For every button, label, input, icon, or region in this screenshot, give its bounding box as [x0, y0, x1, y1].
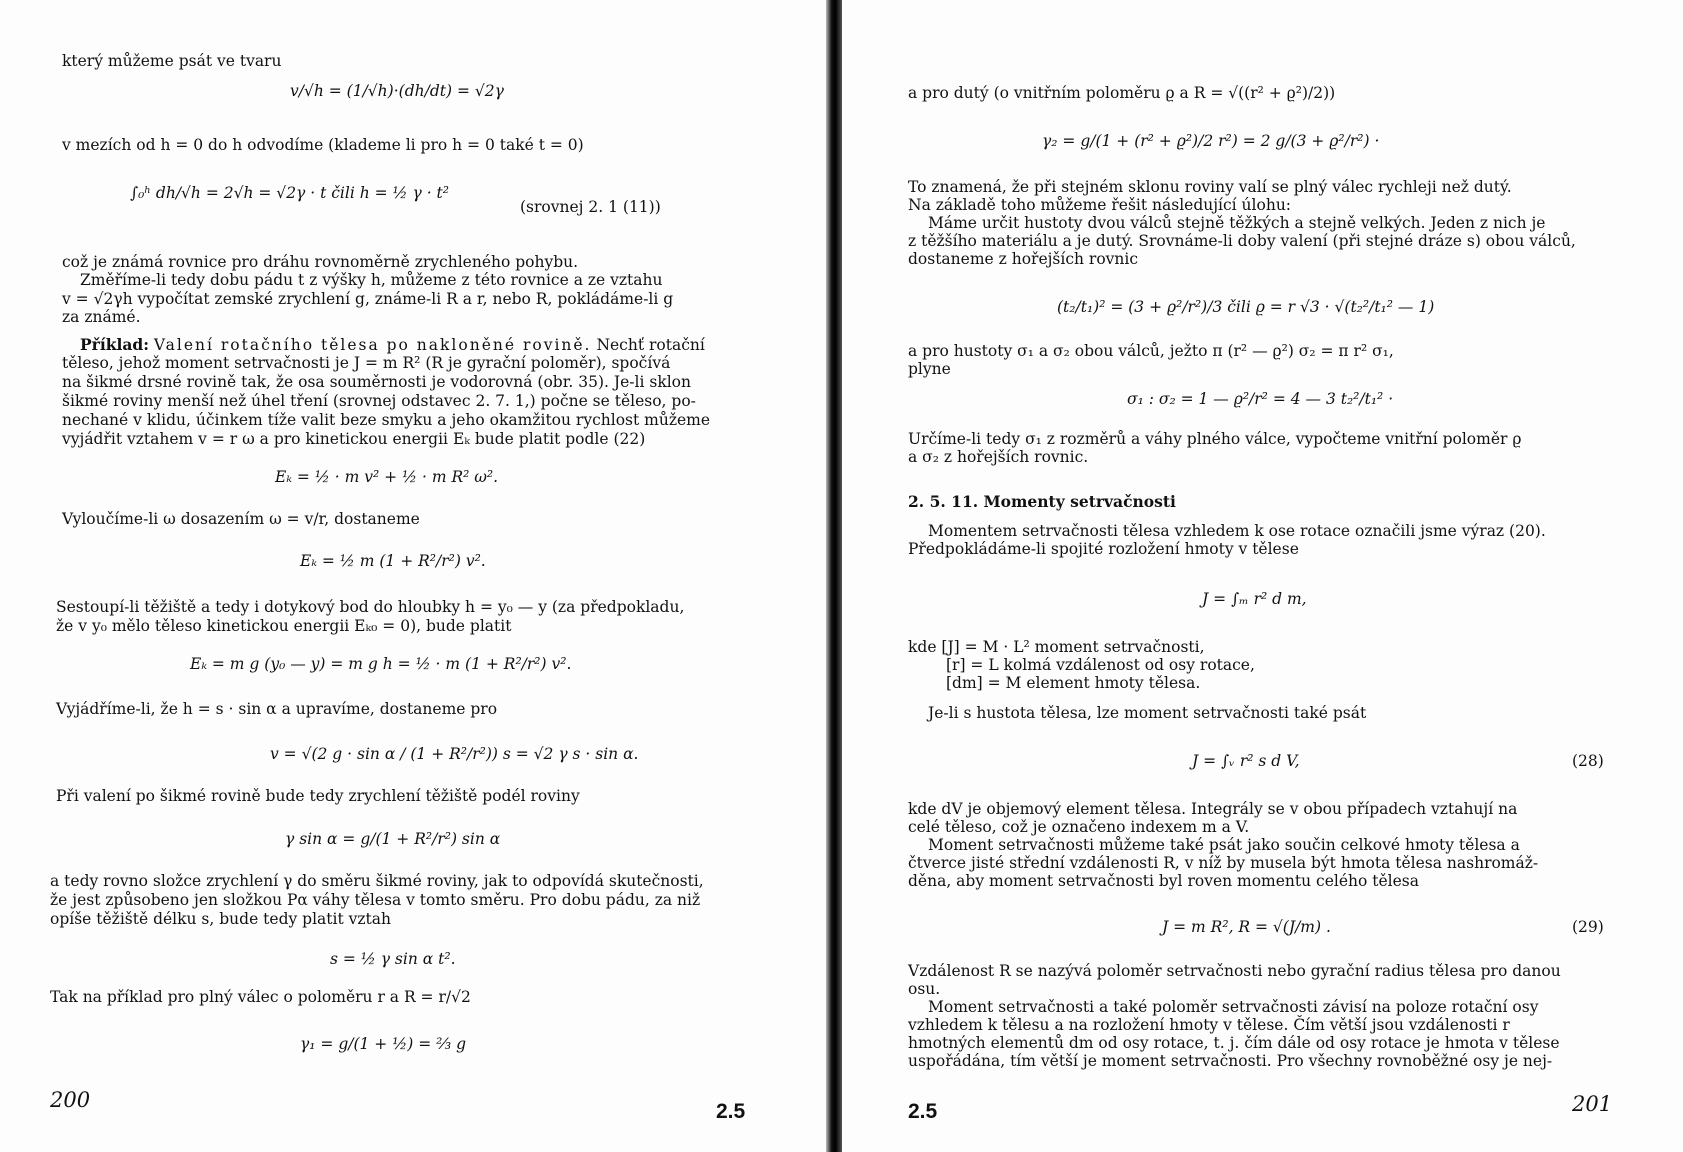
equation: J = ∫ₘ r² d m, — [1202, 590, 1307, 608]
text-line: za známé. — [62, 308, 141, 326]
text-line: Předpokládáme-li spojité rozložení hmoty v tělese — [908, 540, 1299, 558]
equation: Eₖ = ½ m (1 + R²/r²) v². — [300, 552, 486, 570]
text-line: v = √2γh vypočítat zemské zrychlení g, známe-li R a r, nebo R, pokládáme-li g — [62, 290, 674, 308]
text-line: vyjádřit vztahem v = r ω a pro kinetickou energii Eₖ bude platit podle (22) — [62, 430, 646, 448]
section-mark: 2.5 — [908, 1100, 938, 1123]
text-line: osu. — [908, 980, 941, 998]
text-line: opíše těžiště délku s, bude tedy platit vztah — [50, 910, 392, 928]
text-line: že v y₀ mělo těleso kinetickou energii Eₖ₀ = 0), bude platit — [56, 617, 512, 635]
equation: v/√h = (1/√h)·(dh/dt) = √2γ — [290, 82, 504, 100]
equation: v = √(2 g · sin α / (1 + R²/r²)) s = √2 γ s · sin α. — [270, 745, 639, 763]
text-line: nechané v klidu, účinkem tíže valit beze smyku a jeho okamžitou rychlost můžeme — [62, 411, 711, 429]
text-line: těleso, jehož moment setrvačnosti je J = m R² (R je gyrační poloměr), spočívá — [62, 354, 671, 372]
text-line: Moment setrvačnosti a také poloměr setrvačnosti závisí na poloze rotační osy — [928, 998, 1539, 1016]
text-line: děna, aby moment setrvačnosti byl roven momentu celého tělesa — [908, 872, 1420, 890]
right-page — [842, 0, 1683, 1152]
equation: γ₂ = g/(1 + (r² + ϱ²)/2 r²) = 2 g/(3 + ϱ²/r²) · — [1042, 132, 1380, 150]
text-line: že jest způsobeno jen složkou Pα váhy tělesa v tomto směru. Pro dobu pádu, za niž — [50, 891, 701, 909]
left-page — [0, 0, 826, 1152]
text-line: kde dV je objemový element tělesa. Integrály se v obou případech vztahují na — [908, 800, 1518, 818]
equation-number: (29) — [1572, 918, 1604, 936]
equation: σ₁ : σ₂ = 1 — ϱ²/r² = 4 — 3 t₂²/t₁² · — [1127, 390, 1394, 408]
section-heading: 2. 5. 11. Momenty setrvačnosti — [908, 492, 1176, 511]
text-line: v mezích od h = 0 do h odvodíme (klademe li pro h = 0 také t = 0) — [62, 136, 584, 154]
text-line: Změříme-li tedy dobu pádu t z výšky h, můžeme z této rovnice a ze vztahu — [80, 271, 663, 289]
example-heading — [80, 335, 705, 355]
reference: (srovnej 2. 1 (11)) — [520, 198, 661, 216]
text-line: Na základě toho můžeme řešit následující úlohu: — [908, 196, 1292, 214]
equation: s = ½ γ sin α t². — [330, 950, 456, 968]
text-line: To znamená, že při stejném sklonu roviny valí se plný válec rychleji než dutý. — [908, 178, 1512, 196]
section-mark: 2.5 — [716, 1100, 746, 1123]
text-line: čtverce jisté střední vzdálenosti R, v níž by musela být hmota tělesa nashromáž- — [908, 854, 1539, 872]
page-number: 200 — [50, 1088, 91, 1112]
text-line: Vyloučíme-li ω dosazením ω = v/r, dostaneme — [62, 510, 420, 528]
text-line: dostaneme z hořejších rovnic — [908, 250, 1139, 268]
equation: J = ∫ᵥ r² s d V, — [1192, 752, 1300, 770]
example-title: Valení rotačního tělesa po nakloněné rovině. — [153, 336, 592, 354]
equation: Eₖ = m g (y₀ — y) = m g h = ½ · m (1 + R²/r²) v². — [190, 655, 572, 673]
equation: γ sin α = g/(1 + R²/r²) sin α — [285, 830, 501, 848]
equation: Eₖ = ½ · m v² + ½ · m R² ω². — [275, 468, 499, 486]
text-line: [r] = L kolmá vzdálenost od osy rotace, — [946, 656, 1255, 674]
text-line: uspořádána, tím větší je moment setrvačnosti. Pro všechny rovnoběžné osy je nej- — [908, 1052, 1553, 1070]
text-line: [dm] = M element hmoty tělesa. — [946, 674, 1201, 692]
text-line: hmotných elementů dm od osy rotace, t. j. čím dále od osy rotace je hmota v tělese — [908, 1034, 1560, 1052]
text-line: Moment setrvačnosti můžeme také psát jako součin celkové hmoty tělesa a — [928, 836, 1520, 854]
text-line: šikmé roviny menší než úhel tření (srovnej odstavec 2. 7. 1,) počne se těleso, po- — [62, 392, 696, 410]
equation: (t₂/t₁)² = (3 + ϱ²/r²)/3 čili ϱ = r √3 · √(t₂²/t₁² — 1) — [1057, 298, 1435, 316]
text-line: Sestoupí-li těžiště a tedy i dotykový bod do hloubky h = y₀ — y (za předpokladu, — [56, 598, 685, 616]
text-line: Vzdálenost R se nazývá poloměr setrvačnosti nebo gyrační radius tělesa pro danou — [908, 962, 1561, 980]
text-line: a pro dutý (o vnitřním poloměru ϱ a R = √((r² + ϱ²)/2)) — [908, 84, 1336, 102]
text-line: Při valení po šikmé rovině bude tedy zrychlení těžiště podél roviny — [56, 787, 580, 805]
text-line: Máme určit hustoty dvou válců stejně těžkých a stejně velkých. Jeden z nich je — [928, 214, 1546, 232]
text-line: Určíme-li tedy σ₁ z rozměrů a váhy plného válce, vypočteme vnitřní poloměr ϱ — [908, 430, 1522, 448]
equation: ∫₀ʰ dh/√h = 2√h = √2γ · t čili h = ½ γ · t² — [130, 184, 449, 202]
text-line: Vyjádříme-li, že h = s · sin α a upravíme, dostaneme pro — [56, 700, 498, 718]
text-line: Tak na příklad pro plný válec o poloměru r a R = r/√2 — [50, 988, 471, 1006]
text-line: plyne — [908, 360, 951, 378]
text-line: Je-li s hustota tělesa, lze moment setrvačnosti také psát — [928, 704, 1367, 722]
example-label: Příklad: — [80, 335, 149, 354]
text-line: který můžeme psát ve tvaru — [62, 52, 282, 70]
text-line: Momentem setrvačnosti tělesa vzhledem k ose rotace označili jsme výraz (20). — [928, 522, 1546, 540]
equation-number: (28) — [1572, 752, 1604, 770]
text-line: z těžšího materiálu a je dutý. Srovnáme-li doby valení (při stejné dráze s) obou válců, — [908, 232, 1576, 250]
text-line: celé těleso, což je označeno indexem m a V. — [908, 818, 1250, 836]
text-line: a pro hustoty σ₁ a σ₂ obou válců, ježto π (r² — ϱ²) σ₂ = π r² σ₁, — [908, 342, 1394, 360]
equation: γ₁ = g/(1 + ½) = ⅔ g — [300, 1035, 466, 1053]
page-number: 201 — [1572, 1092, 1613, 1116]
text-line: vzhledem k tělesu a na rozložení hmoty v tělese. Čím větší jsou vzdálenosti r — [908, 1016, 1510, 1034]
book-gutter — [826, 0, 842, 1152]
text-line: a tedy rovno složce zrychlení γ do směru šikmé roviny, jak to odpovídá skutečnosti, — [50, 872, 704, 890]
text-line: na šikmé drsné rovině tak, že osa souměrnosti je vodorovná (obr. 35). Je-li sklon — [62, 373, 691, 391]
text-line: což je známá rovnice pro dráhu rovnoměrně zrychleného pohybu. — [62, 253, 579, 271]
text-line: kde [J] = M · L² moment setrvačnosti, — [908, 638, 1205, 656]
example-rest: Nechť rotační — [596, 336, 705, 354]
equation: J = m R², R = √(J/m) . — [1162, 918, 1331, 936]
text-line: a σ₂ z hořejších rovnic. — [908, 448, 1089, 466]
